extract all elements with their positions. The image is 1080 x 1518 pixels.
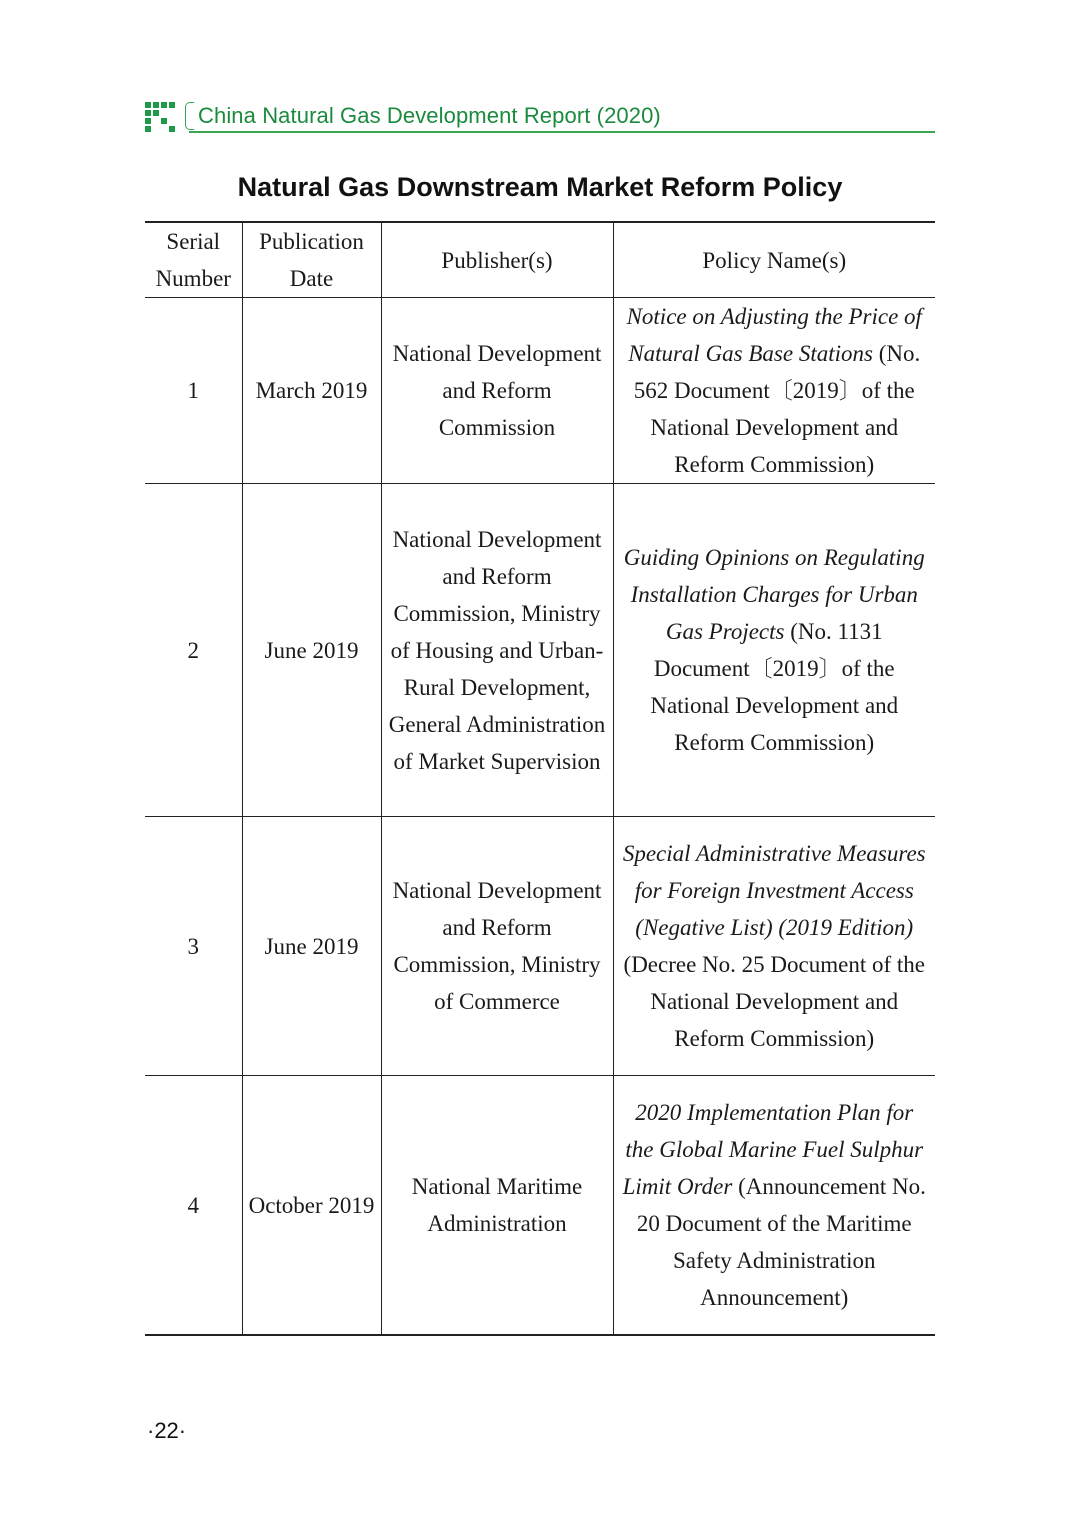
- serial-cell: 2: [145, 484, 242, 817]
- policy-table: [145, 221, 935, 1336]
- serial-cell: 4: [145, 1076, 242, 1336]
- column-header-policy: Policy Name(s): [613, 222, 935, 298]
- table-header-row: [145, 222, 935, 298]
- serial-cell: 3: [145, 817, 242, 1076]
- publisher-cell: National Development and Reform Commission, Ministry of Housing and Urban-Rural Development, General Administration of Market Supervision: [381, 484, 613, 817]
- table-row: [145, 1076, 935, 1336]
- running-header: [145, 100, 935, 134]
- policy-cell: [613, 298, 935, 484]
- policy-document-note: (No. 1131 Document〔2019〕of the National Development and Reform Commission): [650, 619, 899, 755]
- header-bracket: [185, 102, 194, 130]
- policy-title: Notice on Adjusting the Price of Natural Gas Base Stations: [626, 304, 922, 366]
- policy-cell: [613, 1076, 935, 1336]
- policy-title: Special Administrative Measures for Foreign Investment Access (Negative List) (2019 Edition): [622, 841, 926, 940]
- serial-cell: 1: [145, 298, 242, 484]
- policy-cell: [613, 817, 935, 1076]
- date-cell: October 2019: [242, 1076, 381, 1336]
- table-row: [145, 298, 935, 484]
- table-row: [145, 484, 935, 817]
- header-divider: [189, 131, 935, 133]
- report-title: China Natural Gas Development Report (2020): [198, 103, 661, 128]
- date-cell: March 2019: [242, 298, 381, 484]
- table-row: [145, 817, 935, 1076]
- policy-title: 2020 Implementation Plan for the Global Marine Fuel Sulphur Limit Order: [622, 1100, 924, 1199]
- table-title: Natural Gas Downstream Market Reform Policy: [237, 172, 843, 202]
- date-cell: June 2019: [242, 484, 381, 817]
- publisher-cell: National Maritime Administration: [381, 1076, 613, 1336]
- policy-document-note: (Decree No. 25 Document of the National Development and Reform Commission): [623, 952, 925, 1051]
- green-pixel-logo-icon: [145, 102, 175, 132]
- date-cell: June 2019: [242, 817, 381, 1076]
- page-number: ·22·: [147, 1418, 187, 1443]
- column-header-publisher: Publisher(s): [381, 222, 613, 298]
- header-title-group: [185, 100, 661, 132]
- publisher-cell: National Development and Reform Commission, Ministry of Commerce: [381, 817, 613, 1076]
- column-header-serial: Serial Number: [145, 222, 242, 298]
- publisher-cell: National Development and Reform Commission: [381, 298, 613, 484]
- policy-document-note: (Announcement No. 20 Document of the Maritime Safety Administration Announcement): [636, 1174, 926, 1310]
- policy-document-note: (No. 562 Document〔2019〕of the National Development and Reform Commission): [633, 341, 921, 477]
- policy-cell: [613, 484, 935, 817]
- policy-title: Guiding Opinions on Regulating Installation Charges for Urban Gas Projects: [623, 545, 925, 644]
- column-header-date: Publication Date: [242, 222, 381, 298]
